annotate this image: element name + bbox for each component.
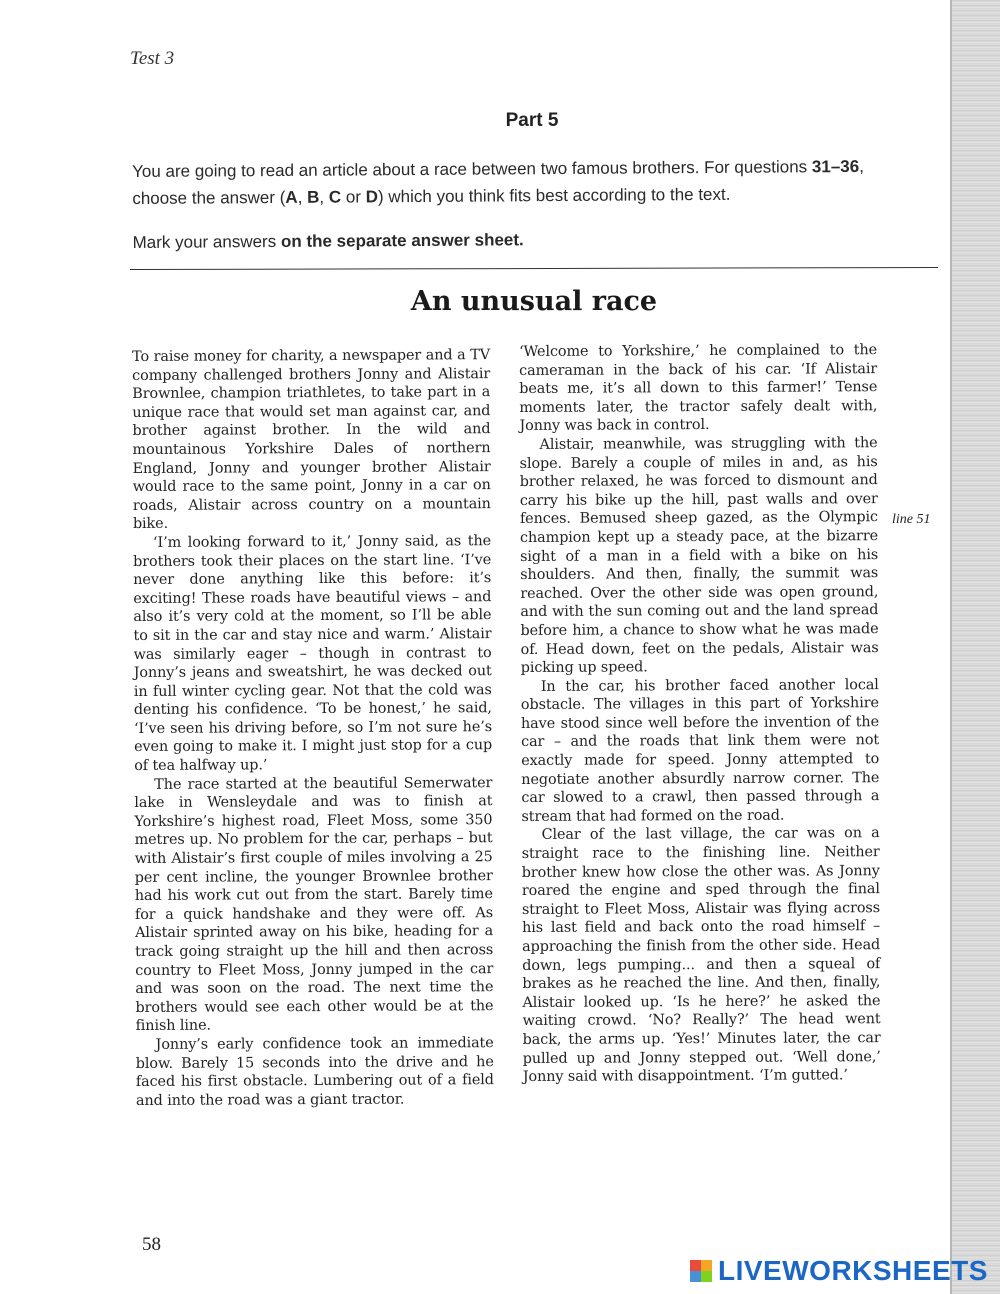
answer-sheet-emphasis: on the separate answer sheet. [280, 230, 524, 251]
part-title: Part 5 [505, 110, 559, 131]
instructions-text: or [341, 187, 366, 207]
liveworksheets-wordmark: LIVEWORKSHEETS [718, 1255, 988, 1286]
instructions [132, 152, 953, 256]
option-d: D [365, 187, 379, 207]
line-reference: line 51 [892, 512, 931, 527]
logo-square-2 [701, 1260, 712, 1271]
instructions-text: , [319, 187, 329, 207]
option-b: B [307, 187, 320, 207]
scanned-page-edge [950, 0, 1000, 1294]
liveworksheets-watermark[interactable] [690, 1255, 988, 1287]
article-paragraph: Jonny’s early confidence took an immediate blow. Barely 15 seconds into the drive and he faced his first obstacle. Lumbering out of a field and into the road was a giant tractor. [135, 1035, 494, 1109]
article-title: An unusual race [410, 286, 658, 317]
article-paragraph: In the car, his brother faced another local obstacle. The villages in this part of Yorkshire have stood since well before the invention of the car – and the roads that link them were not exactly made for speed. Jonny attempted to negotiate another absurdly narrow corner. The car slowed to a crawl, then passed through a stream that had formed on the road. [520, 676, 880, 825]
liveworksheets-logo-icon [690, 1260, 712, 1282]
article-paragraph: Clear of the last village, the car was on a straight race to the finishing line. Neither brother knew how close the other was. As Jonny roared the engine and sped through the final straight to Fleet Moss, Alistair was flying across his last field and back onto the road himself – approaching the finish from the other side. Head down, legs pumping... and then a squeal of brakes as he reached the line. And then, finally, Alistair looked up. ‘Is he here?’ he asked the waiting crowd. ‘No? Really?’ The head went back, the arms up. ‘Yes!’ Minutes later, the car pulled up and Jonny stepped out. ‘Well done,’ Jonny said with disappointment. ‘I’m gutted.’ [521, 825, 881, 1086]
article-paragraph: The race started at the beautiful Semerwater lake in Wensleydale and was to finish at Yorkshire’s highest road, Fleet Moss, some 350 metres up. No problem for the car, perhaps – but with Alistair’s first couple of miles involving a 25 per cent incline, the younger Brownlee brother had his work cut out from the start. Barely time for a quick handshake and they were off. As Alistair sprinted away on his bike, heading for a track going straight up the hill and then across country to Fleet Moss, Jonny jumped in the car and was soon on the road. The next time the brothers would see each other would be at the finish line. [134, 774, 494, 1035]
instructions-text: You are going to read an article about a race between two famous brothers. For questions [132, 157, 812, 181]
running-head: Test 3 [130, 48, 175, 69]
logo-square-1 [690, 1260, 701, 1271]
article-column-left [132, 346, 494, 1110]
answer-sheet-note [132, 223, 952, 256]
article-paragraph: ‘Welcome to Yorkshire,’ he complained to the cameraman in the back of his car. ‘If Alistair beats me, it’s all down to this farmer!’ Tense moments later, the tractor safely dealt with, Jonny was back in control. [519, 342, 878, 435]
logo-square-3 [690, 1271, 701, 1282]
instructions-line-1 [132, 152, 952, 185]
instructions-text: choose the answer ( [132, 187, 286, 208]
instructions-text: , [297, 187, 308, 207]
instructions-text: ) which you think fits best according to the text. [377, 184, 731, 207]
instructions-line-2 [132, 179, 952, 212]
article-paragraph: To raise money for charity, a newspaper and a TV company challenged brothers Jonny and Alistair Brownlee, champion triathletes, to take part in a unique race that would set man against car, and brother against brother. In the wild and mountainous Yorkshire Dales of northern England, Jonny and younger brother Alistair would race to the same point, Jonny in a car on roads, Alistair across country on a mountain bike. [132, 347, 491, 533]
instructions-text: , [859, 156, 864, 176]
question-range: 31–36 [811, 156, 860, 177]
page-number: 58 [142, 1234, 161, 1255]
option-c: C [328, 187, 342, 207]
section-divider [130, 267, 938, 270]
logo-square-4 [701, 1271, 712, 1282]
option-a: A [285, 187, 298, 207]
instructions-text: Mark your answers [132, 231, 281, 252]
article-column-right [519, 341, 881, 1087]
article-paragraph: ‘I’m looking forward to it,’ Jonny said, as the brothers took their places on the start line. ‘I’ve never done anything like this before: it’s exciting! These roads have beautiful views – and also it’s very cold at the moment, so I’ll be able to sit in the car and stay nice and warm.’ Alistair was similarly eager – though in contrast to Jonny’s jeans and sweatshirt, he was decked out in full winter cycling gear. Not that the cold was denting his confidence. ‘To be honest,’ he said, ‘I’ve seen his driving before, so I’m not sure he’s even going to make it. I might just stop for a cup of tea halfway up.’ [133, 533, 493, 775]
article-paragraph: Alistair, meanwhile, was struggling with the slope. Barely a couple of miles in and, as his brother relaxed, he was forced to dismount and carry his bike up the hill, past walls and over fences. Bemused sheep gazed, as the Olympic champion kept up a steady pace, at the bizarre sight of a man in a field with a bike on his shoulders. And then, finally, the summit was reached. Over the other side was open ground, and with the sun coming out and the land spread before him, a chance to show what he was made of. Head down, feet on the pedals, Alistair was picking up speed. [519, 435, 879, 677]
